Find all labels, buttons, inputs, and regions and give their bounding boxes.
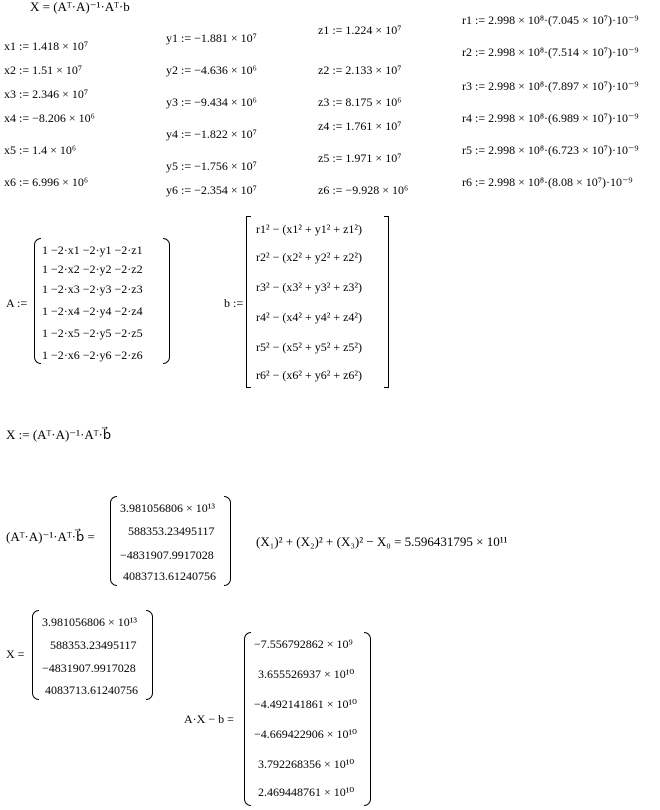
residual-result-2: 3.655526937 × 10¹⁰ (258, 667, 355, 681)
x-eval-result-3: −4831907.9917028 (42, 661, 136, 675)
z2-definition: z2 := 2.133 × 10⁷ (318, 63, 402, 77)
vector-b-right-bracket (384, 216, 389, 388)
matrix-a-row-3: 1 −2·x3 −2·y3 −2·z3 (42, 282, 143, 296)
eval-left-paren (110, 496, 117, 586)
x-eval-right-paren (146, 610, 153, 700)
r3-definition: r3 := 2.998 × 10⁸·(7.897 × 10⁷)·10⁻⁹ (462, 79, 639, 93)
eval-lhs: (Aᵀ·A)⁻¹·Aᵀ·b⃗ = (6, 529, 95, 544)
y3-definition: y3 := −9.434 × 10⁶ (166, 95, 257, 109)
z4-definition: z4 := 1.761 × 10⁷ (318, 119, 402, 133)
y5-definition: y5 := −1.756 × 10⁷ (166, 159, 257, 173)
header-formula: X = (Aᵀ·A)⁻¹·Aᵀ·b (30, 0, 130, 14)
vector-b-left-bracket (246, 216, 251, 388)
residual-result-4: −4.669422906 × 10¹⁰ (254, 727, 357, 741)
y1-definition: y1 := −1.881 × 10⁷ (166, 31, 257, 45)
eval-result-2: 588353.23495117 (128, 524, 215, 538)
x6-definition: x6 := 6.996 × 10⁶ (4, 175, 89, 189)
vector-b-row-3: r3² − (x3² + y3² + z3²) (256, 280, 363, 294)
residual-result-5: 3.792268356 × 10¹⁰ (258, 757, 355, 771)
z5-definition: z5 := 1.971 × 10⁷ (318, 151, 402, 165)
matrix-a-row-1: 1 −2·x1 −2·y1 −2·z1 (42, 243, 143, 257)
vector-b-row-6: r6² − (x6² + y6² + z6²) (256, 368, 363, 382)
z3-definition: z3 := 8.175 × 10⁶ (318, 95, 402, 109)
r6-definition: r6 := 2.998 × 10⁸·(8.08 × 10⁷)·10⁻⁹ (462, 175, 633, 189)
vector-b-row-5: r5² − (x5² + y5² + z5²) (256, 340, 363, 354)
x-eval-left-paren (32, 610, 39, 700)
x3-definition: x3 := 2.346 × 10⁷ (4, 87, 89, 101)
vector-b-label: b := (224, 296, 244, 310)
residual-left-paren (244, 632, 251, 806)
x5-definition: x5 := 1.4 × 10⁶ (4, 143, 77, 157)
eval-result-4: 4083713.61240756 (123, 569, 216, 583)
matrix-a-row-6: 1 −2·x6 −2·y6 −2·z6 (42, 348, 143, 362)
residual-result-1: −7.556792862 × 10⁹ (254, 637, 353, 651)
vector-b-row-2: r2² − (x2² + y2² + z2²) (256, 250, 363, 264)
r5-definition: r5 := 2.998 × 10⁸·(6.723 × 10⁷)·10⁻⁹ (462, 143, 639, 157)
x4-definition: x4 := −8.206 × 10⁶ (4, 111, 95, 125)
r4-definition: r4 := 2.998 × 10⁸·(6.989 × 10⁷)·10⁻⁹ (462, 111, 639, 125)
matrix-a-row-2: 1 −2·x2 −2·y2 −2·z2 (42, 262, 143, 276)
z1-definition: z1 := 1.224 × 10⁷ (318, 23, 402, 37)
vector-b-row-1: r1² − (x1² + y1² + z1²) (256, 222, 363, 236)
eval-result-3: −4831907.9917028 (120, 548, 214, 562)
x2-definition: x2 := 1.51 × 10⁷ (4, 63, 83, 77)
y6-definition: y6 := −2.354 × 10⁷ (166, 183, 257, 197)
x-eval-label: X = (6, 647, 25, 661)
y4-definition: y4 := −1.822 × 10⁷ (166, 127, 257, 141)
eval-result-1: 3.981056806 × 10¹³ (120, 501, 215, 515)
matrix-a-row-4: 1 −2·x4 −2·y4 −2·z4 (42, 304, 143, 318)
r2-definition: r2 := 2.998 × 10⁸·(7.514 × 10⁷)·10⁻⁹ (462, 45, 639, 59)
matrix-a-right-paren (163, 238, 170, 364)
r1-definition: r1 := 2.998 × 10⁸·(7.045 × 10⁷)·10⁻⁹ (462, 13, 639, 27)
residual-result-3: −4.492141861 × 10¹⁰ (254, 697, 357, 711)
x1-definition: x1 := 1.418 × 10⁷ (4, 39, 89, 53)
z6-definition: z6 := −9.928 × 10⁶ (318, 183, 409, 197)
x-eval-result-4: 4083713.61240756 (45, 683, 138, 697)
residual-right-paren (364, 632, 371, 806)
residual-result-6: 2.469448761 × 10¹⁰ (258, 785, 355, 799)
x-eval-result-1: 3.981056806 × 10¹³ (42, 615, 137, 629)
norm-formula: (X₁)² + (X₂)² + (X₃)² − X₀ = 5.596431795 × 10¹¹ (256, 534, 508, 549)
eval-right-paren (224, 496, 231, 586)
y2-definition: y2 := −4.636 × 10⁶ (166, 63, 257, 77)
x-eval-result-2: 588353.23495117 (50, 638, 137, 652)
matrix-a-label: A := (6, 296, 28, 310)
vector-b-row-4: r4² − (x4² + y4² + z4²) (256, 310, 363, 324)
matrix-a-row-5: 1 −2·x5 −2·y5 −2·z5 (42, 326, 143, 340)
residual-label: A·X − b = (184, 712, 234, 726)
x-assign-formula: X := (Aᵀ·A)⁻¹·Aᵀ·b⃗ (6, 427, 112, 442)
matrix-a-left-paren (34, 238, 41, 364)
